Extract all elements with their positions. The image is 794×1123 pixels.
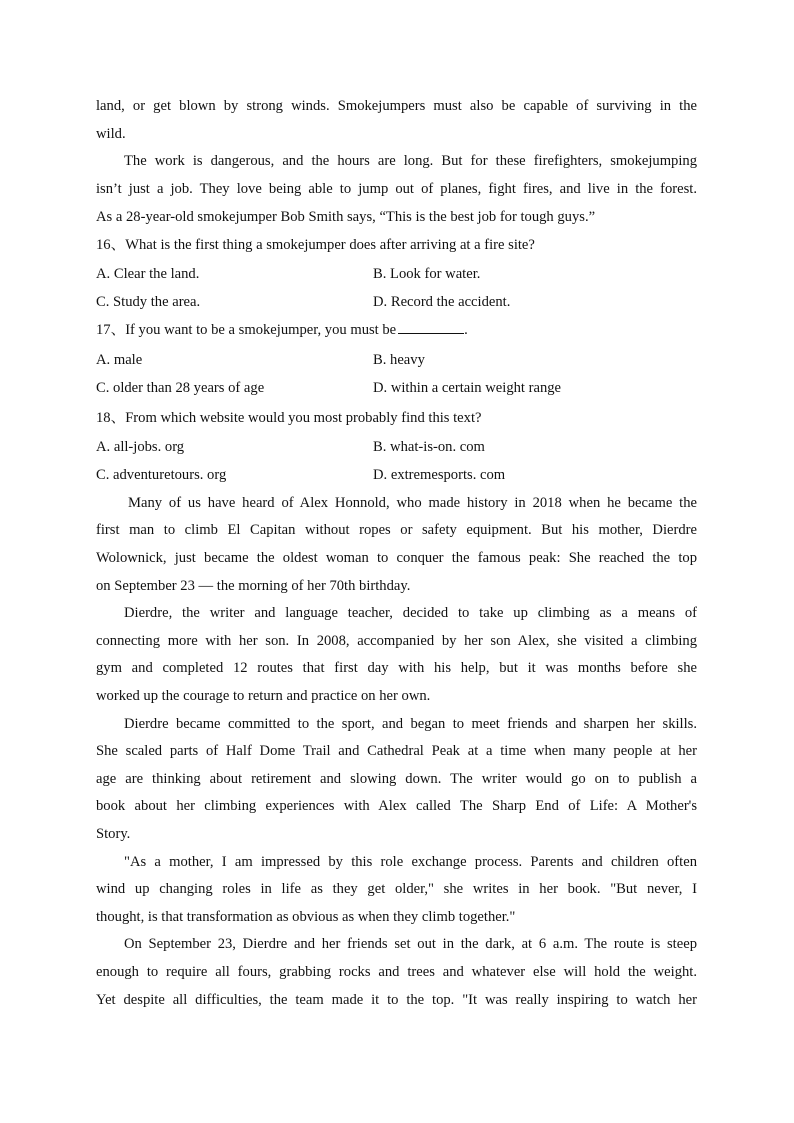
- passage-line: Yet despite all difficulties, the team made it to the top. "It was really inspiring to watch her: [96, 992, 697, 1008]
- question-16-option-b[interactable]: B. Look for water.: [373, 266, 481, 282]
- question-18-option-a[interactable]: A. all-jobs. org: [96, 439, 185, 455]
- passage-line: Dierdre, the writer and language teacher, decided to take up climbing as a means of: [124, 605, 697, 621]
- passage-line: As a 28-year-old smokejumper Bob Smith says, “This is the best job for tough guys.”: [96, 209, 596, 225]
- question-17-option-a[interactable]: A. male: [96, 352, 143, 368]
- question-17-option-b[interactable]: B. heavy: [373, 352, 425, 368]
- question-17-stem-line: [96, 320, 697, 340]
- passage-line: age are thinking about retirement and slowing down. The writer would go on to publish a: [96, 771, 697, 787]
- question-17-option-c[interactable]: C. older than 28 years of age: [96, 380, 265, 396]
- passage-line: gym and completed 12 routes that first day with his help, but it was months before she: [96, 660, 697, 676]
- question-16-option-a[interactable]: A. Clear the land.: [96, 266, 200, 282]
- passage-line: connecting more with her son. In 2008, accompanied by her son Alex, she visited a climbing: [96, 633, 697, 649]
- answer-blank[interactable]: [398, 320, 464, 334]
- passage-line: On September 23, Dierdre and her friends set out in the dark, at 6 a.m. The route is steep: [124, 936, 697, 952]
- passage-line: Many of us have heard of Alex Honnold, who made history in 2018 when he became the: [128, 495, 697, 511]
- question-16-stem: 16、What is the first thing a smokejumper does after arriving at a fire site?: [96, 237, 535, 253]
- passage-line: She scaled parts of Half Dome Trail and Cathedral Peak at a time when many people at her: [96, 743, 697, 759]
- question-16-option-d[interactable]: D. Record the accident.: [373, 294, 511, 310]
- passage-line: wild.: [96, 126, 126, 142]
- passage-line: Dierdre became committed to the sport, and began to meet friends and sharpen her skills.: [124, 716, 697, 732]
- passage-line: Story.: [96, 826, 131, 842]
- passage-line: land, or get blown by strong winds. Smokejumpers must also be capable of surviving in the: [96, 98, 697, 114]
- question-18-stem: 18、From which website would you most probably find this text?: [96, 410, 482, 426]
- question-18-option-d[interactable]: D. extremesports. com: [373, 467, 506, 483]
- passage-line: The work is dangerous, and the hours are long. But for these firefighters, smokejumping: [124, 153, 697, 169]
- question-17-option-d[interactable]: D. within a certain weight range: [373, 380, 562, 396]
- passage-line: on September 23 — the morning of her 70th birthday.: [96, 578, 411, 594]
- passage-line: enough to require all fours, grabbing rocks and trees and whatever else will hold the weight.: [96, 964, 697, 980]
- passage-line: thought, is that transformation as obvious as when they climb together.": [96, 909, 516, 925]
- passage-line: Wolownick, just became the oldest woman to conquer the famous peak: She reached the top: [96, 550, 697, 566]
- passage-line: first man to climb El Capitan without ropes or safety equipment. But his mother, Dierdre: [96, 522, 697, 538]
- question-17-stem: 17、If you want to be a smokejumper, you must be: [96, 322, 397, 338]
- question-17-stem-end: .: [464, 322, 468, 338]
- question-18-option-b[interactable]: B. what-is-on. com: [373, 439, 485, 455]
- passage-line: isn’t just a job. They love being able to jump out of planes, fight fires, and live in the forest.: [96, 181, 697, 197]
- question-18-option-c[interactable]: C. adventuretours. org: [96, 467, 227, 483]
- passage-line: "As a mother, I am impressed by this role exchange process. Parents and children often: [124, 854, 697, 870]
- question-16-option-c[interactable]: C. Study the area.: [96, 294, 201, 310]
- passage-line: worked up the courage to return and practice on her own.: [96, 688, 431, 704]
- passage-line: book about her climbing experiences with Alex called The Sharp End of Life: A Mother's: [96, 798, 697, 814]
- passage-line: wind up changing roles in life as they get older," she writes in her book. "But never, I: [96, 881, 697, 897]
